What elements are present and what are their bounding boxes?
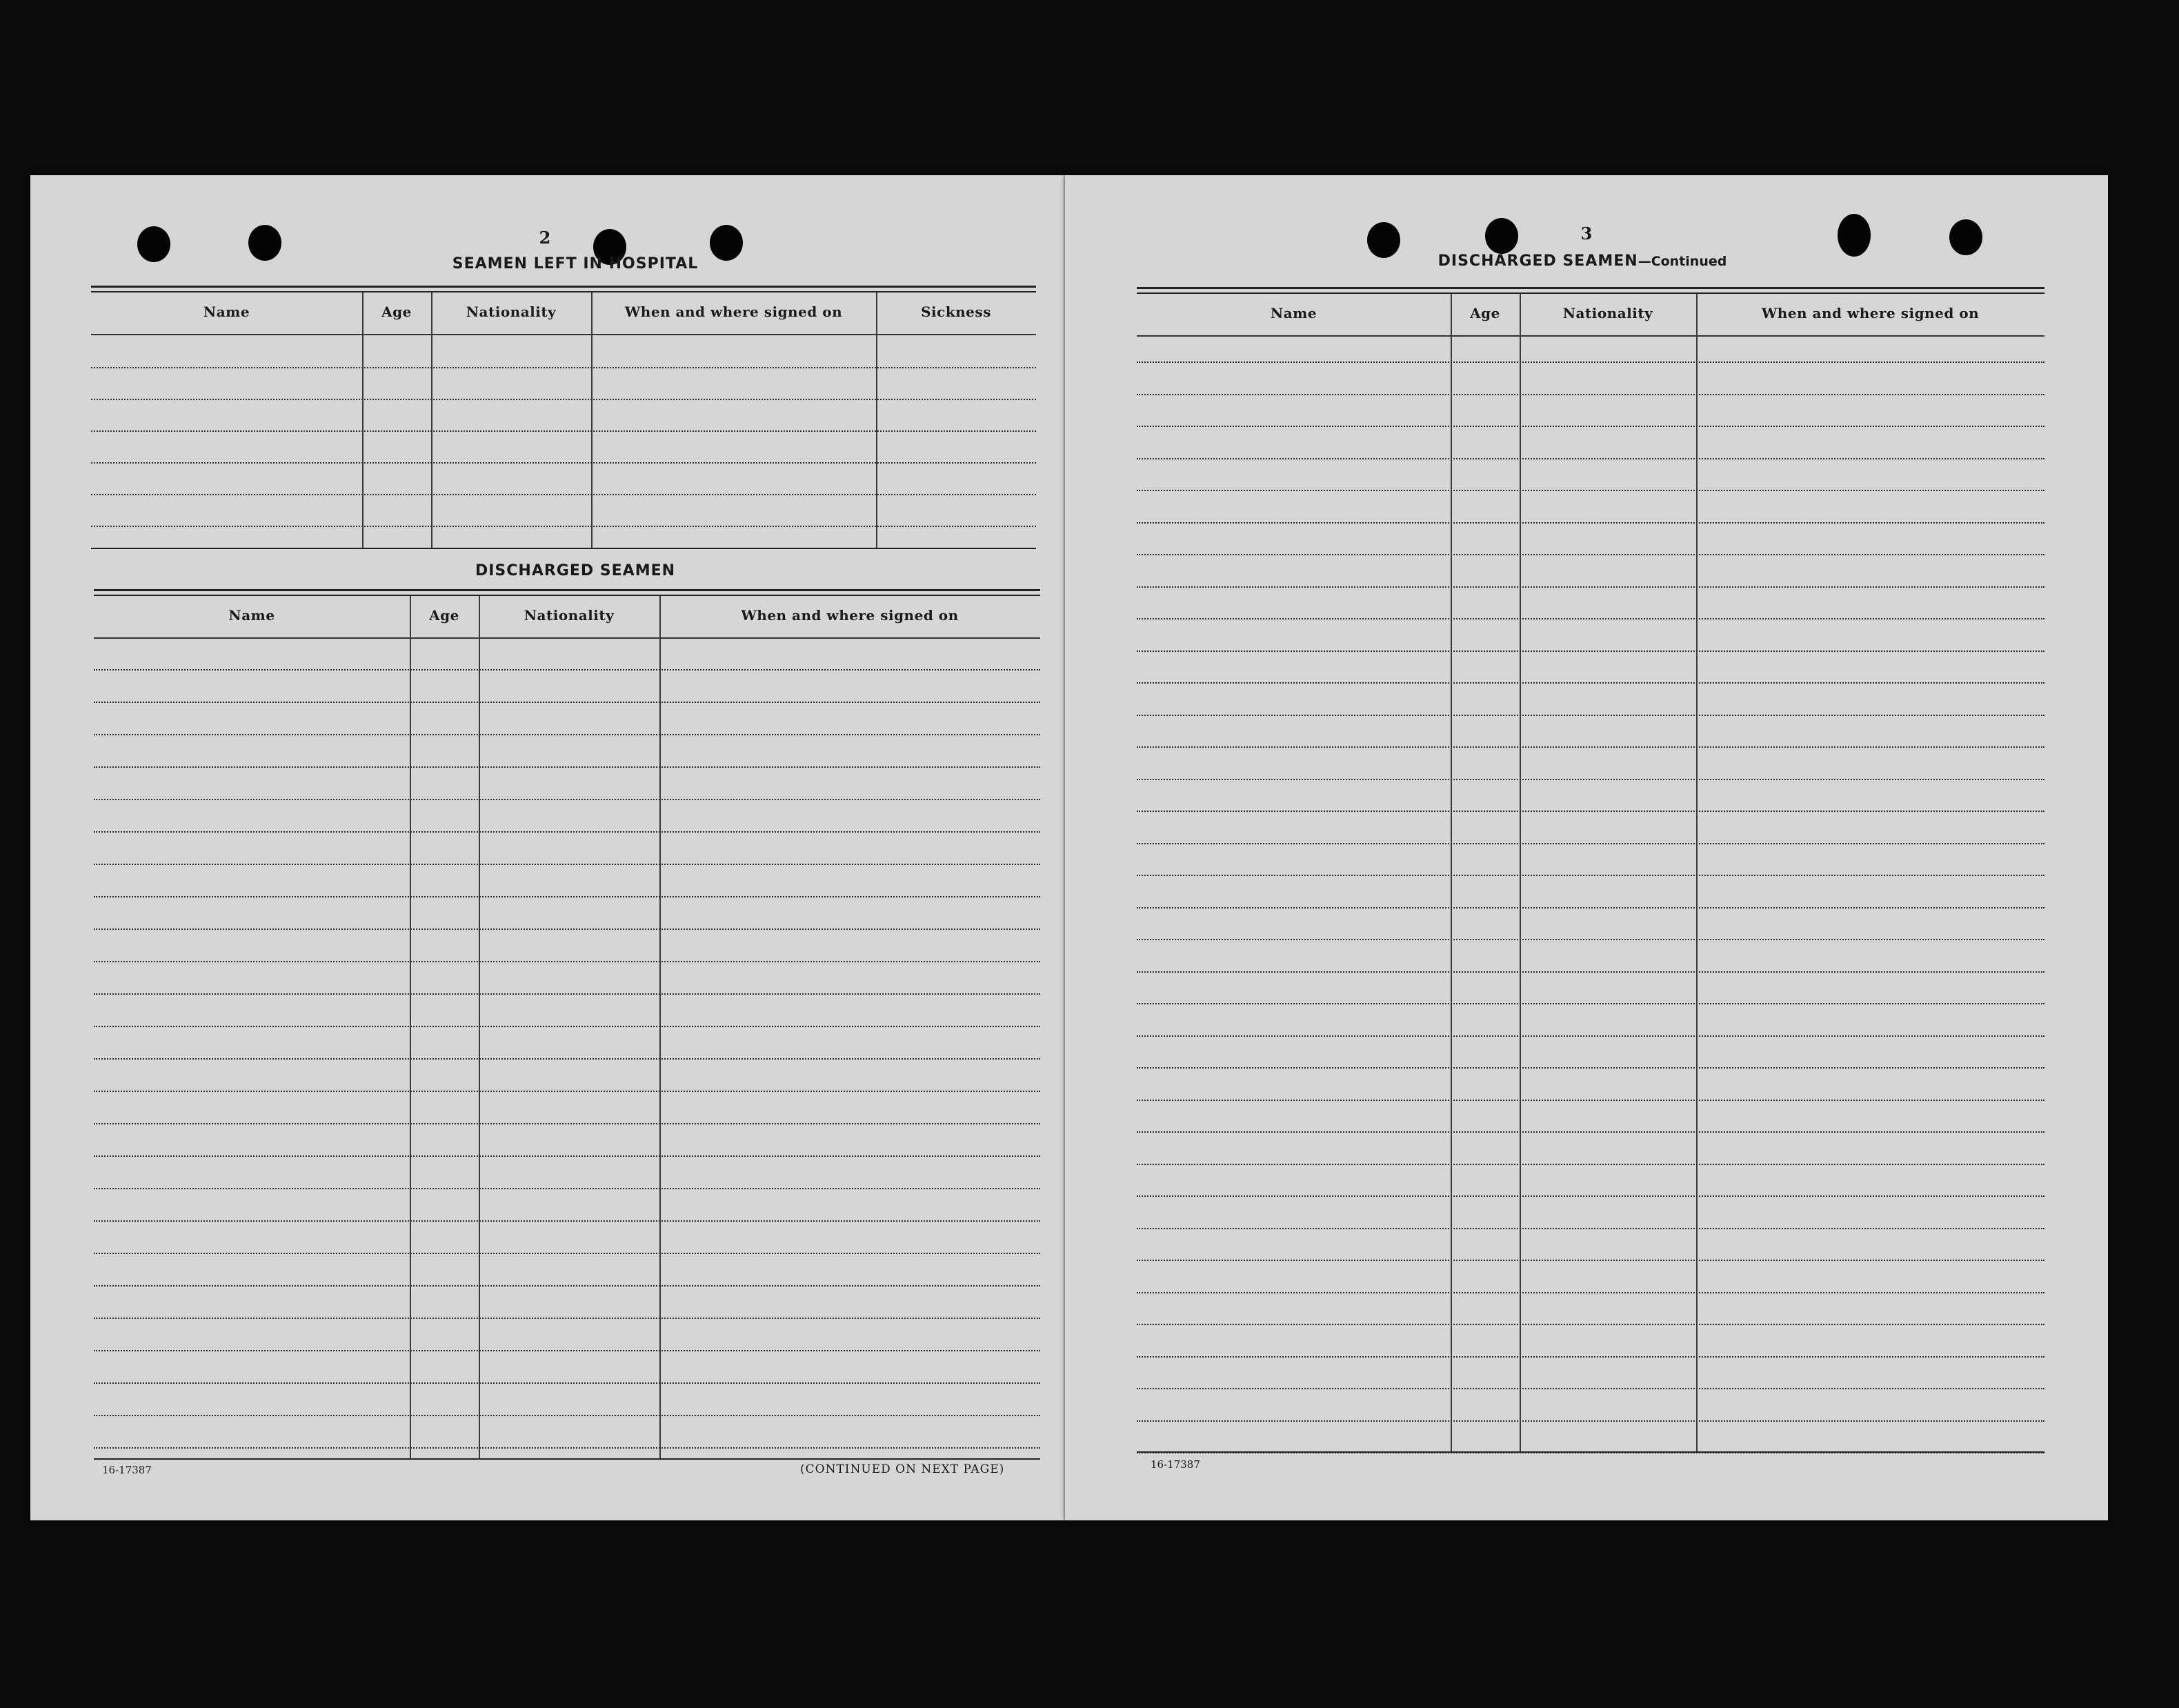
table-row	[91, 367, 1036, 368]
table-row	[1137, 651, 2044, 652]
table-row	[94, 1350, 1040, 1351]
table-row	[94, 766, 1040, 768]
table-row	[1137, 1292, 2044, 1293]
column-header-age: Age	[1451, 292, 1520, 337]
column-divider	[659, 596, 661, 1460]
column-header-nationality: Nationality	[479, 595, 659, 639]
table-row	[94, 1026, 1040, 1027]
punch-hole-icon	[137, 226, 170, 262]
column-divider	[431, 292, 432, 549]
table-row	[1137, 426, 2044, 427]
table-row	[94, 669, 1040, 671]
table-row	[1137, 618, 2044, 619]
table-row	[91, 399, 1036, 400]
right-page	[1065, 175, 2108, 1520]
table-row	[1137, 843, 2044, 844]
table-row	[1137, 490, 2044, 491]
table-row	[94, 961, 1040, 962]
column-divider	[410, 596, 411, 1460]
table-row	[1137, 1003, 2044, 1004]
column-divider	[591, 292, 593, 549]
column-header-name: Name	[1137, 292, 1451, 337]
table-row	[1137, 875, 2044, 876]
table-row	[1137, 394, 2044, 395]
table-row	[1137, 1100, 2044, 1101]
table-bottom-rule	[91, 548, 1036, 549]
table-row	[94, 1415, 1040, 1416]
table-row	[1137, 907, 2044, 908]
column-header-age: Age	[410, 595, 479, 639]
punch-hole-icon	[1838, 214, 1871, 257]
table-row	[94, 993, 1040, 995]
table-row	[94, 831, 1040, 833]
table-row	[1137, 1164, 2044, 1165]
column-header-signed-on: When and where signed on	[1696, 292, 2044, 337]
column-divider	[1520, 294, 1521, 1453]
table-row	[91, 430, 1036, 432]
table-row	[94, 1285, 1040, 1287]
table-row	[1137, 682, 2044, 684]
column-header-nationality: Nationality	[1520, 292, 1696, 337]
punch-hole-icon	[1949, 219, 1982, 255]
punch-hole-icon	[1485, 218, 1518, 254]
table-row	[1137, 971, 2044, 973]
table-row	[1137, 586, 2044, 588]
column-header-signed-on: When and where signed on	[591, 291, 876, 335]
table-row	[1137, 1067, 2044, 1069]
table-row	[94, 1382, 1040, 1384]
table-row	[1137, 811, 2044, 812]
table-row	[1137, 458, 2044, 459]
table-top-rule	[94, 589, 1040, 591]
table-row	[1137, 746, 2044, 748]
hospital-section-title: SEAMEN LEFT IN HOSPITAL	[452, 255, 699, 272]
table-row	[94, 702, 1040, 703]
table-row	[94, 1091, 1040, 1092]
table-top-rule	[1137, 287, 2044, 289]
continued-note: (CONTINUED ON NEXT PAGE)	[800, 1462, 1005, 1476]
column-divider	[479, 596, 480, 1460]
form-number: 16-17387	[102, 1464, 152, 1476]
page-number: 3	[1580, 224, 1593, 244]
table-row	[94, 929, 1040, 930]
column-divider	[362, 292, 364, 549]
table-row	[94, 1058, 1040, 1060]
table-row	[94, 1123, 1040, 1124]
table-row	[1137, 1324, 2044, 1325]
column-header-name: Name	[94, 595, 410, 639]
title-main: DISCHARGED SEAMEN	[1437, 252, 1638, 270]
table-row	[1137, 779, 2044, 780]
table-row	[94, 1220, 1040, 1222]
table-row	[1137, 1035, 2044, 1037]
column-header-nationality: Nationality	[431, 291, 591, 335]
column-header-name: Name	[91, 291, 362, 335]
table-row	[94, 734, 1040, 735]
title-suffix: —Continued	[1638, 254, 1727, 269]
page-number: 2	[539, 228, 551, 248]
table-row	[91, 494, 1036, 495]
table-row	[94, 1318, 1040, 1319]
table-row	[94, 1253, 1040, 1254]
table-row	[1137, 1228, 2044, 1229]
form-number: 16-17387	[1151, 1458, 1200, 1471]
hospital-table	[91, 286, 1036, 550]
table-row	[94, 896, 1040, 897]
column-divider	[1696, 294, 1698, 1453]
column-divider	[1451, 294, 1452, 1453]
column-header-age: Age	[362, 291, 431, 335]
column-header-signed-on: When and where signed on	[659, 595, 1040, 639]
table-row	[1137, 1195, 2044, 1197]
column-divider	[876, 292, 877, 549]
table-row	[94, 1188, 1040, 1189]
table-row	[91, 462, 1036, 464]
table-row	[94, 864, 1040, 865]
table-row	[1137, 1388, 2044, 1389]
left-page	[30, 175, 1065, 1520]
table-bottom-rule	[94, 1458, 1040, 1460]
table-row	[1137, 1420, 2044, 1422]
discharged-table	[94, 589, 1040, 1460]
table-row	[1137, 1131, 2044, 1133]
discharged-continued-title	[1396, 252, 1769, 270]
punch-hole-icon	[248, 225, 281, 261]
table-row	[1137, 939, 2044, 940]
table-row	[94, 1155, 1040, 1157]
table-top-rule	[91, 286, 1036, 288]
table-row	[1137, 1356, 2044, 1358]
column-header-sickness: Sickness	[876, 291, 1036, 335]
punch-hole-icon	[1367, 222, 1400, 258]
discharged-section-title: DISCHARGED SEAMEN	[475, 562, 676, 579]
discharged-continued-table	[1137, 287, 2044, 1453]
table-row	[1137, 522, 2044, 524]
table-row	[1137, 1260, 2044, 1261]
table-row	[94, 799, 1040, 800]
table-row	[1137, 1452, 2044, 1453]
table-row	[1137, 554, 2044, 555]
table-row	[94, 1447, 1040, 1449]
table-row	[91, 526, 1036, 527]
table-row	[1137, 715, 2044, 716]
table-row	[1137, 361, 2044, 363]
